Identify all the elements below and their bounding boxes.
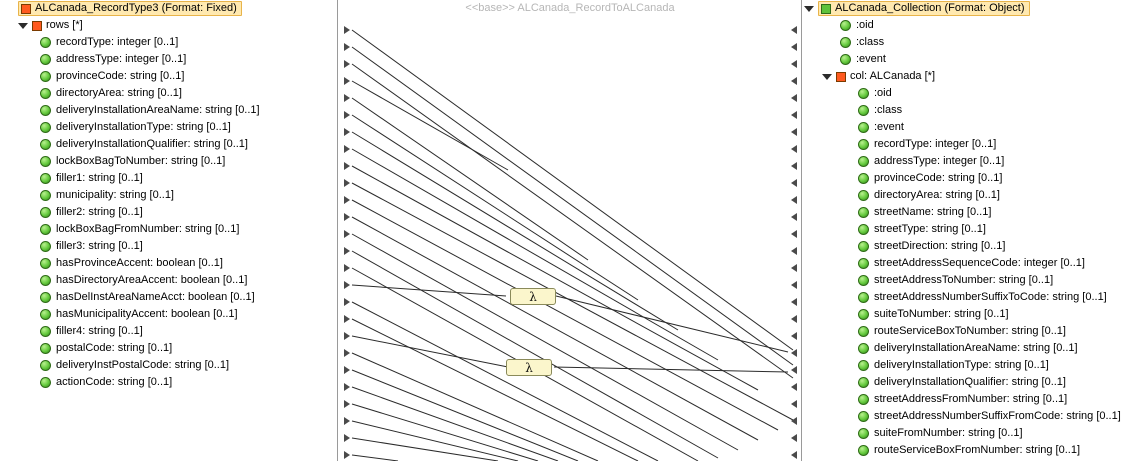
tree-item-label: suiteToNumber: string [0..1]: [874, 308, 1009, 320]
green-circle-icon: [858, 428, 869, 439]
mapping-canvas[interactable]: [338, 0, 802, 461]
input-port-arrow-icon[interactable]: [344, 298, 350, 306]
green-circle-icon: [858, 190, 869, 201]
output-port-arrow-icon[interactable]: [791, 451, 797, 459]
green-circle-icon: [40, 309, 51, 320]
green-circle-icon: [40, 173, 51, 184]
input-port-arrow-icon[interactable]: [344, 145, 350, 153]
output-port-arrow-icon[interactable]: [791, 162, 797, 170]
green-circle-icon: [858, 258, 869, 269]
output-port-arrow-icon[interactable]: [791, 298, 797, 306]
tree-item-label: hasDelInstAreaNameAcct: boolean [0..1]: [56, 291, 255, 303]
green-circle-icon: [858, 207, 869, 218]
orange-square-icon: [836, 72, 846, 82]
green-circle-icon: [40, 224, 51, 235]
output-port-arrow-icon[interactable]: [791, 60, 797, 68]
tree-item-label: deliveryInstallationType: string [0..1]: [56, 121, 231, 133]
green-circle-icon: [40, 343, 51, 354]
target-root-label: ALCanada_Collection (Format: Object): [835, 2, 1025, 14]
tree-item[interactable]: [802, 357, 1132, 374]
source-root-row[interactable]: [0, 0, 337, 17]
tree-item[interactable]: [0, 170, 337, 187]
green-circle-icon: [40, 292, 51, 303]
tree-item-label: routeServiceBoxToNumber: string [0..1]: [874, 325, 1066, 337]
input-port-arrow-icon[interactable]: [344, 247, 350, 255]
green-circle-icon: [40, 190, 51, 201]
green-circle-icon: [858, 105, 869, 116]
input-port-arrow-icon[interactable]: [344, 349, 350, 357]
tree-item-label: addressType: integer [0..1]: [56, 53, 187, 65]
tree-item[interactable]: [802, 408, 1132, 425]
tree-item[interactable]: [802, 289, 1132, 306]
source-group-label: rows [*]: [46, 19, 83, 31]
tree-item[interactable]: [802, 170, 1132, 187]
output-port-arrow-icon[interactable]: [791, 247, 797, 255]
output-port-arrow-icon[interactable]: [791, 400, 797, 408]
tree-item-label: directoryArea: string [0..1]: [874, 189, 1000, 201]
green-circle-icon: [858, 326, 869, 337]
green-circle-icon: [858, 445, 869, 456]
tree-item[interactable]: [0, 306, 337, 323]
tree-item[interactable]: [0, 34, 337, 51]
tree-item[interactable]: [0, 374, 337, 391]
tree-item-label: hasMunicipalityAccent: boolean [0..1]: [56, 308, 238, 320]
tree-item[interactable]: [802, 374, 1132, 391]
green-circle-icon: [40, 360, 51, 371]
green-circle-icon: [40, 326, 51, 337]
mapping-title: <<base>> ALCanada_RecordToALCanada: [465, 2, 675, 14]
green-circle-icon: [858, 411, 869, 422]
tree-item-label: deliveryInstallationAreaName: string [0..1]: [874, 342, 1078, 354]
tree-item-label: streetAddressSequenceCode: integer [0..1]: [874, 257, 1085, 269]
input-port-arrow-icon[interactable]: [344, 332, 350, 340]
input-port-arrow-icon[interactable]: [344, 26, 350, 34]
input-port-arrow-icon[interactable]: [344, 383, 350, 391]
tree-item-label: deliveryInstallationAreaName: string [0..1]: [56, 104, 260, 116]
tree-item-label: deliveryInstallationQualifier: string [0..1]: [56, 138, 248, 150]
tree-item-label: streetDirection: string [0..1]: [874, 240, 1006, 252]
tree-item[interactable]: [0, 85, 337, 102]
tree-item-label: :class: [874, 104, 903, 116]
tree-item[interactable]: [0, 238, 337, 255]
output-port-arrow-icon[interactable]: [791, 281, 797, 289]
tree-item[interactable]: [802, 204, 1132, 221]
green-circle-icon: [858, 377, 869, 388]
green-circle-icon: [40, 88, 51, 99]
tree-item[interactable]: [0, 357, 337, 374]
green-circle-icon: [858, 309, 869, 320]
chevron-down-icon[interactable]: [18, 20, 29, 31]
tree-item-label: filler3: string [0..1]: [56, 240, 143, 252]
tree-item[interactable]: [0, 289, 337, 306]
tree-item-label: deliveryInstPostalCode: string [0..1]: [56, 359, 230, 371]
tree-item-label: lockBoxBagToNumber: string [0..1]: [56, 155, 226, 167]
tree-item-label: :oid: [874, 87, 892, 99]
green-circle-icon: [840, 20, 851, 31]
tree-item-label: filler1: string [0..1]: [56, 172, 143, 184]
lambda-node[interactable]: [506, 359, 552, 376]
green-circle-icon: [840, 54, 851, 65]
tree-item[interactable]: [0, 68, 337, 85]
green-circle-icon: [40, 275, 51, 286]
tree-item-label: provinceCode: string [0..1]: [56, 70, 185, 82]
tree-item-label: deliveryInstallationType: string [0..1]: [874, 359, 1049, 371]
lambda-node[interactable]: [510, 288, 556, 305]
source-root-chip[interactable]: [18, 1, 242, 16]
input-port-arrow-icon[interactable]: [344, 77, 350, 85]
input-port-arrow-icon[interactable]: [344, 94, 350, 102]
input-port-arrow-icon[interactable]: [344, 400, 350, 408]
tree-item-label: filler4: string [0..1]: [56, 325, 143, 337]
target-root-row[interactable]: [802, 0, 1132, 17]
output-port-arrow-icon[interactable]: [791, 230, 797, 238]
tree-item[interactable]: [802, 51, 1132, 68]
tree-item-label: hasDirectoryAreaAccent: boolean [0..1]: [56, 274, 248, 286]
green-circle-icon: [858, 139, 869, 150]
output-port-arrow-icon[interactable]: [791, 264, 797, 272]
input-port-arrow-icon[interactable]: [344, 264, 350, 272]
output-port-arrow-icon[interactable]: [791, 43, 797, 51]
tree-item-label: recordType: integer [0..1]: [874, 138, 997, 150]
target-collection-label: col: ALCanada [*]: [850, 70, 936, 82]
mapping-links: [338, 0, 802, 461]
tree-item-label: provinceCode: string [0..1]: [874, 172, 1003, 184]
tree-item[interactable]: [802, 306, 1132, 323]
tree-item-label: streetAddressToNumber: string [0..1]: [874, 274, 1054, 286]
lambda-label: λ: [525, 361, 533, 375]
tree-item[interactable]: [0, 187, 337, 204]
output-port-arrow-icon[interactable]: [791, 145, 797, 153]
green-circle-icon: [40, 105, 51, 116]
tree-item-label: streetType: string [0..1]: [874, 223, 986, 235]
output-port-arrow-icon[interactable]: [791, 26, 797, 34]
green-circle-icon: [40, 156, 51, 167]
output-port-arrow-icon[interactable]: [791, 417, 797, 425]
tree-item-label: :event: [856, 53, 886, 65]
output-port-arrow-icon[interactable]: [791, 366, 797, 374]
input-port-arrow-icon[interactable]: [344, 43, 350, 51]
tree-item[interactable]: [802, 102, 1132, 119]
input-port-arrow-icon[interactable]: [344, 111, 350, 119]
green-circle-icon: [858, 224, 869, 235]
tree-item[interactable]: [0, 272, 337, 289]
tree-item[interactable]: [0, 136, 337, 153]
target-top-field-list: [802, 17, 1132, 68]
green-circle-icon: [858, 360, 869, 371]
input-port-arrow-icon[interactable]: [344, 230, 350, 238]
lambda-label: λ: [529, 290, 537, 304]
target-collection-row[interactable]: [802, 68, 1132, 85]
output-port-arrow-icon[interactable]: [791, 383, 797, 391]
output-port-arrow-icon[interactable]: [791, 128, 797, 136]
output-port-arrow-icon[interactable]: [791, 349, 797, 357]
output-port-arrow-icon[interactable]: [791, 111, 797, 119]
green-circle-icon: [858, 394, 869, 405]
tree-item-label: :class: [856, 36, 885, 48]
green-square-icon: [821, 4, 831, 14]
orange-square-icon: [21, 4, 31, 14]
input-port-arrow-icon[interactable]: [344, 179, 350, 187]
input-port-arrow-icon[interactable]: [344, 281, 350, 289]
green-circle-icon: [858, 88, 869, 99]
source-group-row[interactable]: [0, 17, 337, 34]
tree-item[interactable]: [802, 153, 1132, 170]
green-circle-icon: [858, 122, 869, 133]
output-port-arrow-icon[interactable]: [791, 179, 797, 187]
output-port-arrow-icon[interactable]: [791, 77, 797, 85]
target-schema-panel[interactable]: [802, 0, 1132, 461]
green-circle-icon: [40, 241, 51, 252]
input-port-arrow-icon[interactable]: [344, 315, 350, 323]
tree-item[interactable]: [0, 153, 337, 170]
input-port-arrow-icon[interactable]: [344, 366, 350, 374]
tree-item[interactable]: [802, 391, 1132, 408]
orange-square-icon: [32, 21, 42, 31]
tree-item-label: postalCode: string [0..1]: [56, 342, 173, 354]
canvas-left-edge: [338, 0, 340, 461]
tree-item-label: directoryArea: string [0..1]: [56, 87, 182, 99]
tree-item-label: streetAddressFromNumber: string [0..1]: [874, 393, 1068, 405]
source-root-label: ALCanada_RecordType3 (Format: Fixed): [35, 2, 237, 14]
target-field-list: [802, 85, 1132, 459]
tree-item-label: suiteFromNumber: string [0..1]: [874, 427, 1023, 439]
tree-item-label: routeServiceBoxFromNumber: string [0..1]: [874, 444, 1081, 456]
tree-item-label: filler2: string [0..1]: [56, 206, 143, 218]
green-circle-icon: [858, 292, 869, 303]
tree-item[interactable]: [802, 136, 1132, 153]
tree-item[interactable]: [0, 102, 337, 119]
green-circle-icon: [840, 37, 851, 48]
tree-item-label: recordType: integer [0..1]: [56, 36, 179, 48]
tree-item[interactable]: [802, 34, 1132, 51]
tree-item[interactable]: [802, 17, 1132, 34]
source-schema-panel[interactable]: [0, 0, 338, 461]
tree-item-label: addressType: integer [0..1]: [874, 155, 1005, 167]
output-port-arrow-icon[interactable]: [791, 213, 797, 221]
tree-item[interactable]: [0, 340, 337, 357]
tree-item-label: hasProvinceAccent: boolean [0..1]: [56, 257, 223, 269]
output-port-arrow-icon[interactable]: [791, 332, 797, 340]
green-circle-icon: [858, 173, 869, 184]
output-port-arrow-icon[interactable]: [791, 315, 797, 323]
input-port-arrow-icon[interactable]: [344, 451, 350, 459]
green-circle-icon: [40, 37, 51, 48]
green-circle-icon: [40, 139, 51, 150]
source-field-list: [0, 34, 337, 391]
tree-item[interactable]: [802, 255, 1132, 272]
tree-item-label: :event: [874, 121, 904, 133]
input-port-arrow-icon[interactable]: [344, 196, 350, 204]
green-circle-icon: [40, 258, 51, 269]
output-port-arrow-icon[interactable]: [791, 196, 797, 204]
input-port-arrow-icon[interactable]: [344, 128, 350, 136]
chevron-down-icon[interactable]: [804, 3, 815, 14]
tree-item-label: municipality: string [0..1]: [56, 189, 174, 201]
tree-item[interactable]: [802, 85, 1132, 102]
tree-item[interactable]: [0, 119, 337, 136]
tree-item[interactable]: [802, 425, 1132, 442]
tree-item-label: streetAddressNumberSuffixToCode: string [0..1]: [874, 291, 1107, 303]
tree-item[interactable]: [0, 204, 337, 221]
tree-item-label: deliveryInstallationQualifier: string [0..1]: [874, 376, 1066, 388]
output-port-arrow-icon[interactable]: [791, 94, 797, 102]
tree-item-label: streetAddressNumberSuffixFromCode: string [0..1]: [874, 410, 1121, 422]
tree-item[interactable]: [0, 323, 337, 340]
tree-item[interactable]: [802, 442, 1132, 459]
tree-item-label: lockBoxBagFromNumber: string [0..1]: [56, 223, 240, 235]
tree-item[interactable]: [802, 272, 1132, 289]
green-circle-icon: [40, 377, 51, 388]
chevron-down-icon[interactable]: [822, 71, 833, 82]
input-port-arrow-icon[interactable]: [344, 213, 350, 221]
input-port-arrow-icon[interactable]: [344, 162, 350, 170]
green-circle-icon: [40, 122, 51, 133]
input-port-arrow-icon[interactable]: [344, 417, 350, 425]
target-root-chip[interactable]: [818, 1, 1030, 16]
tree-item-label: :oid: [856, 19, 874, 31]
tree-item-label: actionCode: string [0..1]: [56, 376, 173, 388]
tree-item[interactable]: [0, 255, 337, 272]
green-circle-icon: [858, 156, 869, 167]
green-circle-icon: [858, 241, 869, 252]
green-circle-icon: [40, 71, 51, 82]
tree-item[interactable]: [802, 119, 1132, 136]
green-circle-icon: [858, 343, 869, 354]
spacer: [4, 3, 15, 14]
tree-item-label: streetName: string [0..1]: [874, 206, 992, 218]
tree-item[interactable]: [802, 340, 1132, 357]
input-port-arrow-icon[interactable]: [344, 434, 350, 442]
tree-item[interactable]: [802, 187, 1132, 204]
tree-item[interactable]: [0, 221, 337, 238]
green-circle-icon: [40, 207, 51, 218]
tree-item[interactable]: [0, 51, 337, 68]
tree-item[interactable]: [802, 221, 1132, 238]
green-circle-icon: [858, 275, 869, 286]
tree-item[interactable]: [802, 238, 1132, 255]
green-circle-icon: [40, 54, 51, 65]
input-port-arrow-icon[interactable]: [344, 60, 350, 68]
output-port-arrow-icon[interactable]: [791, 434, 797, 442]
tree-item[interactable]: [802, 323, 1132, 340]
